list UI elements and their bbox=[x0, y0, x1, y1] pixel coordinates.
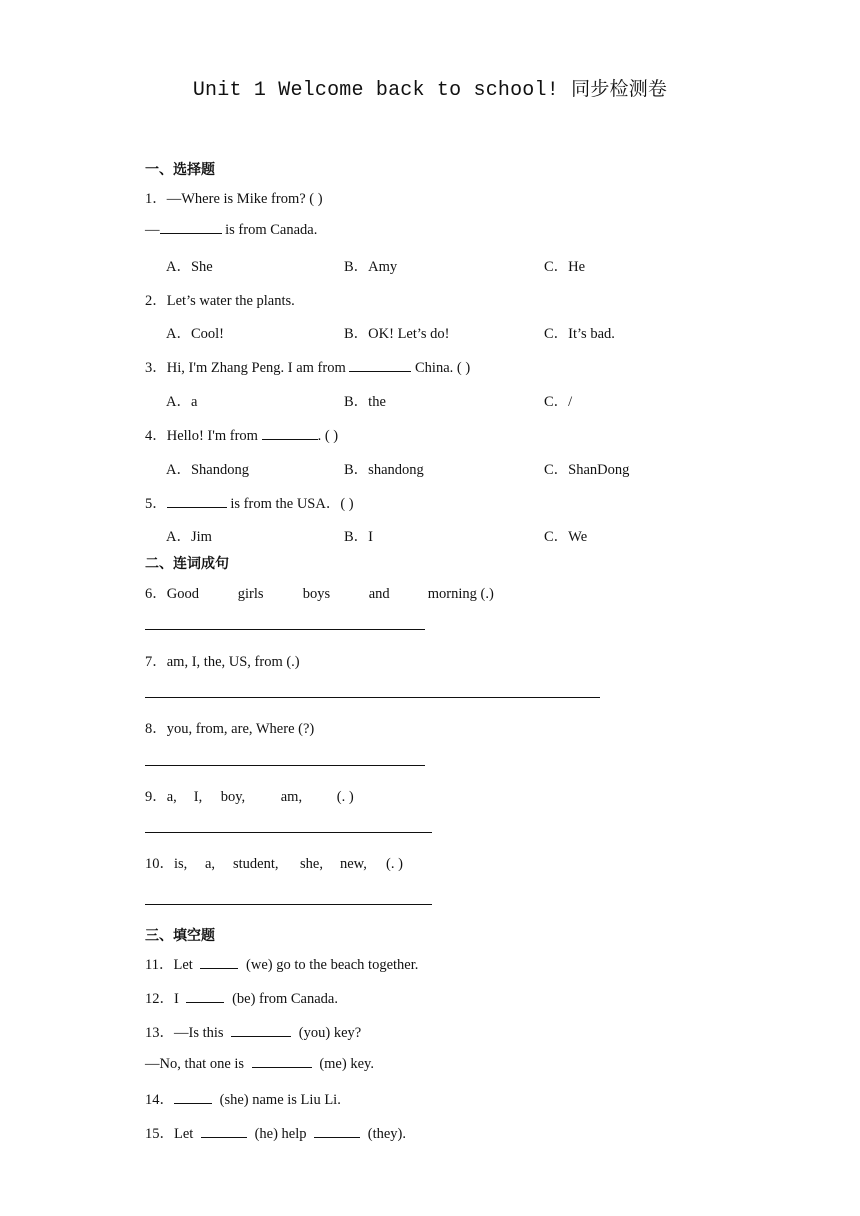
question-10 bbox=[145, 852, 403, 873]
question-text: (me) key. bbox=[315, 1056, 374, 1072]
option-b[interactable]: B．the bbox=[344, 394, 386, 410]
option-a[interactable]: A．Cool! bbox=[166, 326, 224, 342]
question-text: is from the USA．( ) bbox=[226, 496, 354, 512]
answer-blank[interactable] bbox=[231, 1024, 291, 1037]
page-title bbox=[0, 74, 860, 102]
question-text: you, from, are, Where (?) bbox=[166, 721, 315, 737]
option-b[interactable]: B．OK! Let’s do! bbox=[344, 326, 450, 342]
question-15 bbox=[145, 1122, 406, 1143]
question-13-line-2 bbox=[145, 1055, 374, 1073]
option-a[interactable]: A．Jim bbox=[166, 529, 212, 545]
answer-line[interactable] bbox=[145, 629, 425, 630]
question-text: —Where is Mike from? ( ) bbox=[166, 191, 323, 207]
word: (. ) bbox=[386, 856, 403, 872]
question-12 bbox=[145, 987, 338, 1008]
question-8 bbox=[145, 717, 314, 738]
word: girls bbox=[237, 586, 264, 602]
question-text: Let’s water the plants. bbox=[166, 293, 295, 309]
question-number: 6． bbox=[145, 586, 167, 602]
answer-blank[interactable] bbox=[167, 495, 227, 508]
option-b[interactable]: B．I bbox=[344, 529, 373, 545]
section-heading-sentence: 二、连词成句 bbox=[145, 556, 229, 572]
question-number: 4． bbox=[145, 428, 167, 444]
answer-blank[interactable] bbox=[349, 359, 411, 372]
question-text: Let bbox=[173, 957, 197, 973]
answer-blank[interactable] bbox=[262, 427, 318, 440]
word: (. ) bbox=[336, 789, 354, 805]
option-c[interactable]: C．ShanDong bbox=[544, 462, 630, 478]
answer-line[interactable] bbox=[145, 904, 432, 905]
question-11 bbox=[145, 953, 418, 974]
option-c[interactable]: C．/ bbox=[544, 394, 573, 410]
question-5 bbox=[145, 492, 354, 513]
question-number: 7． bbox=[145, 654, 167, 670]
option-b[interactable]: B．shandong bbox=[344, 462, 424, 478]
question-number: 1． bbox=[145, 191, 167, 207]
answer-line[interactable] bbox=[145, 832, 432, 833]
answer-blank[interactable] bbox=[160, 221, 222, 234]
option-c[interactable]: C．It’s bad. bbox=[544, 326, 615, 342]
question-number: 8． bbox=[145, 721, 167, 737]
question-text: (he) help bbox=[250, 1126, 311, 1142]
question-text: —No, that one is bbox=[145, 1056, 248, 1072]
word: new, bbox=[340, 856, 367, 872]
question-2 bbox=[145, 289, 295, 310]
question-text: . ( ) bbox=[317, 428, 339, 444]
question-text: China. ( ) bbox=[411, 360, 471, 376]
question-number: 2． bbox=[145, 293, 167, 309]
title-text: Unit 1 Welcome back to school! bbox=[192, 79, 572, 102]
question-text: (they). bbox=[364, 1126, 407, 1142]
option-c[interactable]: C．He bbox=[544, 259, 586, 275]
question-text: (you) key? bbox=[295, 1025, 362, 1041]
answer-blank[interactable] bbox=[201, 1125, 247, 1138]
word: a, bbox=[166, 789, 177, 805]
question-number: 9． bbox=[145, 789, 167, 805]
question-text: Hi, I'm Zhang Peng. I am from bbox=[166, 360, 350, 376]
title-cjk: 同步检测卷 bbox=[571, 78, 668, 100]
question-text: (we) go to the beach together. bbox=[242, 957, 419, 973]
question-text: Let bbox=[174, 1126, 197, 1142]
question-number: 12． bbox=[145, 991, 174, 1007]
answer-line[interactable] bbox=[145, 697, 600, 698]
answer-blank[interactable] bbox=[314, 1125, 360, 1138]
word: boy, bbox=[220, 789, 246, 805]
question-6 bbox=[145, 582, 494, 603]
question-number: 10． bbox=[145, 856, 174, 872]
word: she, bbox=[300, 856, 323, 872]
word: morning (.) bbox=[427, 586, 494, 602]
option-a[interactable]: A．She bbox=[166, 259, 213, 275]
question-14 bbox=[145, 1088, 341, 1109]
question-number: 15． bbox=[145, 1126, 174, 1142]
option-a[interactable]: A．a bbox=[166, 394, 198, 410]
answer-blank[interactable] bbox=[200, 956, 238, 969]
section-heading-fill: 三、填空题 bbox=[145, 928, 215, 944]
question-text: —Is this bbox=[174, 1025, 228, 1041]
question-number: 11． bbox=[145, 957, 174, 973]
word: is, bbox=[174, 856, 188, 872]
dash: — bbox=[145, 222, 160, 238]
option-b[interactable]: B．Amy bbox=[344, 259, 398, 275]
question-number: 5． bbox=[145, 496, 167, 512]
option-a[interactable]: A．Shandong bbox=[166, 462, 249, 478]
question-text: I bbox=[174, 991, 183, 1007]
word: am, bbox=[280, 789, 303, 805]
word: Good bbox=[166, 586, 199, 602]
question-number: 14． bbox=[145, 1092, 174, 1108]
question-7 bbox=[145, 650, 300, 671]
question-9 bbox=[145, 785, 354, 806]
question-1 bbox=[145, 187, 323, 208]
question-number: 13． bbox=[145, 1025, 174, 1041]
word: a, bbox=[205, 856, 216, 872]
answer-blank[interactable] bbox=[186, 990, 224, 1003]
question-text: (be) from Canada. bbox=[228, 991, 338, 1007]
question-text: Hello! I'm from bbox=[166, 428, 262, 444]
option-c[interactable]: C．We bbox=[544, 529, 588, 545]
section-heading-choice: 一、选择题 bbox=[145, 162, 215, 178]
word: student, bbox=[233, 856, 279, 872]
word: and bbox=[368, 586, 390, 602]
question-13 bbox=[145, 1021, 361, 1042]
question-number: 3． bbox=[145, 360, 167, 376]
question-4 bbox=[145, 424, 338, 445]
answer-blank[interactable] bbox=[252, 1055, 312, 1068]
question-1-line-2 bbox=[145, 221, 317, 239]
question-3 bbox=[145, 356, 470, 377]
question-text: is from Canada. bbox=[221, 222, 318, 238]
question-text: am, I, the, US, from (.) bbox=[166, 654, 300, 670]
word: boys bbox=[302, 586, 331, 602]
answer-blank[interactable] bbox=[174, 1091, 212, 1104]
answer-line[interactable] bbox=[145, 765, 425, 766]
word: I, bbox=[193, 789, 203, 805]
question-text: (she) name is Liu Li. bbox=[216, 1092, 341, 1108]
